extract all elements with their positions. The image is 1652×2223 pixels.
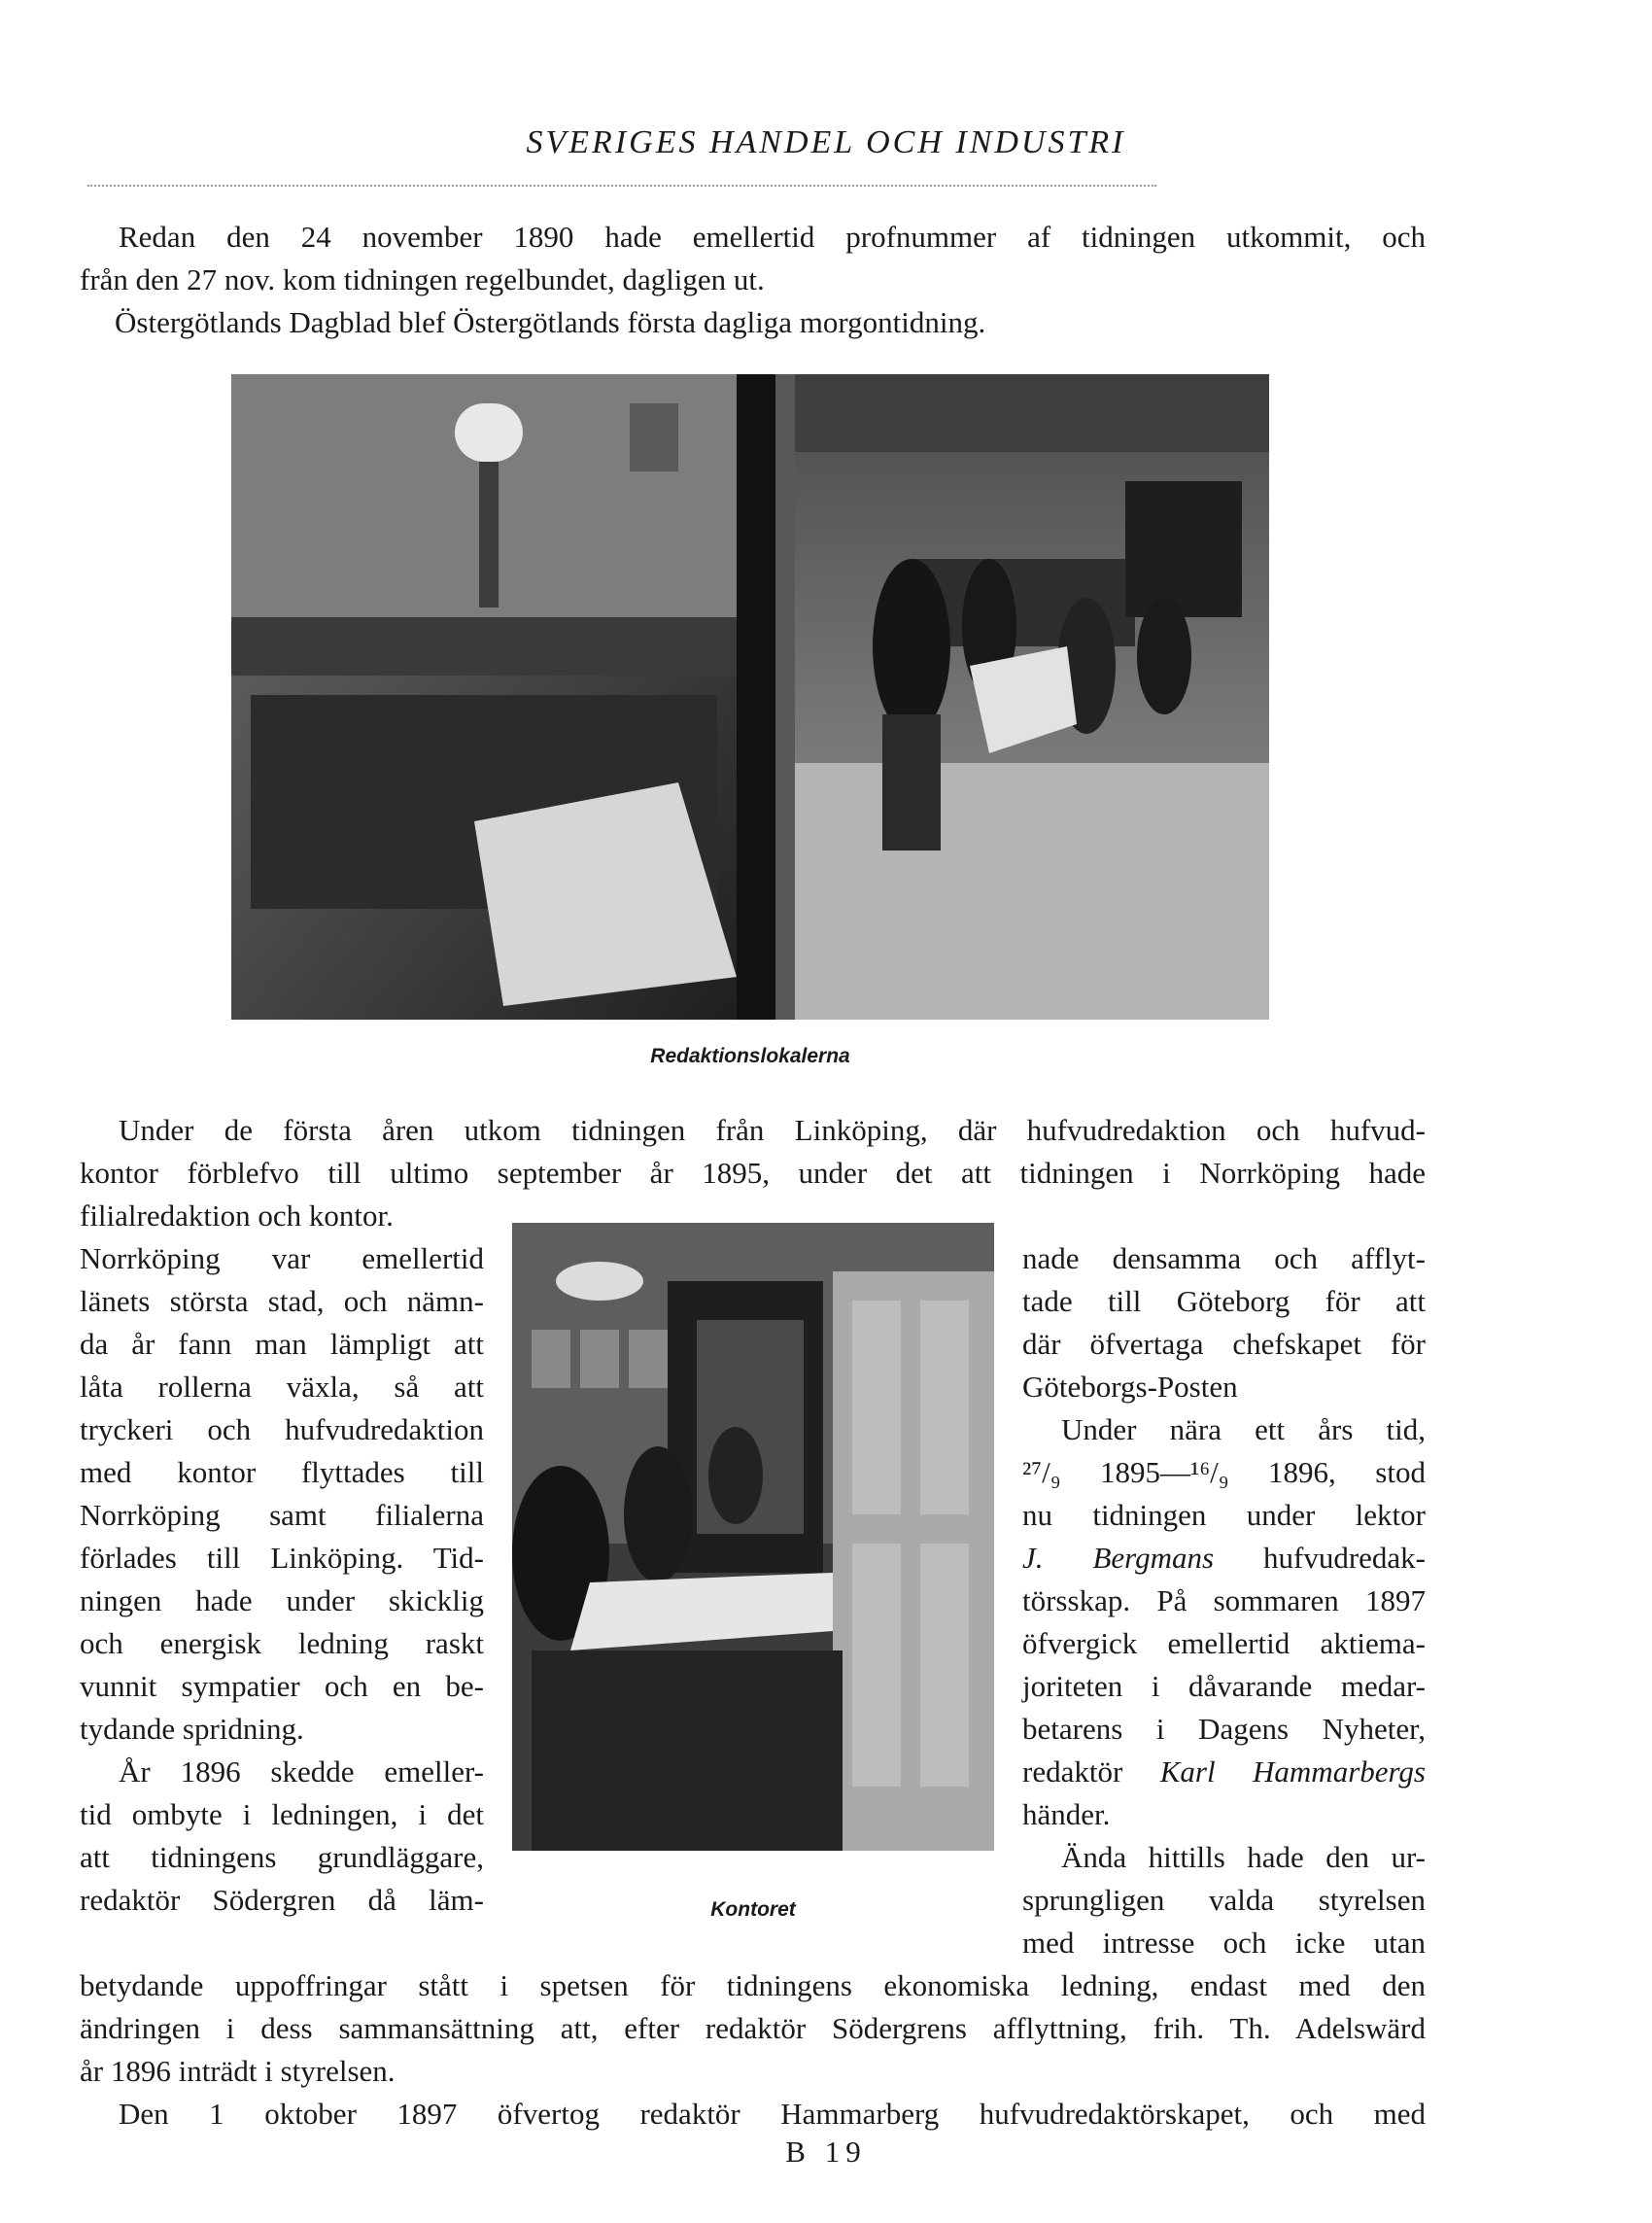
paragraph-line: filialredaktion och kontor.	[80, 1198, 394, 1233]
header-rule	[87, 185, 1156, 187]
paragraph-board	[80, 1964, 1426, 2136]
column-line: tryckeri och hufvudredaktion	[80, 1412, 484, 1446]
column-line: Norrköping samt filialerna	[80, 1498, 484, 1532]
column-line: låta rollerna växla, så att	[80, 1370, 484, 1404]
paragraph-line: kontor förblefvo till ultimo september år 1895, under det att tidningen i Norrköping hade	[80, 1156, 1426, 1190]
running-header: SVERIGES HANDEL OCH INDUSTRI	[526, 124, 1126, 160]
right-column	[1022, 1237, 1426, 1964]
column-line: sprungligen valda styrelsen	[1022, 1883, 1426, 1917]
column-line: da år fann man lämpligt att	[80, 1327, 484, 1361]
photo-editorial-offices-art	[231, 374, 1269, 1020]
intro-line: Östergötlands Dagblad blef Östergötlands första dagliga morgontidning.	[115, 305, 986, 339]
paragraph-line: år 1896 inträdt i styrelsen.	[80, 2054, 396, 2088]
column-line: tid ombyte i ledningen, i det	[80, 1797, 484, 1831]
column-line: att tidningens grundläggare,	[80, 1840, 484, 1874]
column-line: länets största stad, och nämn-	[80, 1284, 484, 1318]
column-line: förlades till Linköping. Tid-	[80, 1541, 484, 1575]
column-line: joriteten i dåvarande medar-	[1022, 1669, 1426, 1703]
column-line: vunnit sympatier och en be-	[80, 1669, 484, 1703]
column-line: händer.	[1022, 1797, 1111, 1831]
paragraph-line: Under de första åren utkom tidningen från Linköping, där hufvudredaktion och hufvud-	[119, 1113, 1426, 1147]
column-line: och energisk ledning raskt	[80, 1626, 484, 1660]
column-line: tydande spridning.	[80, 1712, 304, 1746]
column-line: där öfvertaga chefskapet för	[1022, 1327, 1426, 1361]
photo-office-art	[512, 1223, 994, 1851]
column-line: betarens i Dagens Nyheter,	[1022, 1712, 1426, 1746]
column-line: öfvergick emellertid aktiema-	[1022, 1626, 1426, 1660]
paragraph-line: ändringen i dess sammansättning att, efter redaktör Södergrens afflyttning, frih. Th. Adelswärd	[80, 2011, 1426, 2045]
column-line: med kontor flyttades till	[80, 1455, 484, 1489]
column-line: Göteborgs-Posten	[1022, 1370, 1238, 1404]
column-line-text: hufvudredak-	[1263, 1541, 1426, 1575]
photo-editorial-offices	[231, 374, 1269, 1020]
figure-caption-office: Kontoret	[710, 1898, 796, 1921]
column-line: med intresse och icke utan	[1022, 1926, 1426, 1960]
column-line: redaktör Södergren då läm-	[80, 1883, 484, 1917]
column-line: ningen hade under skicklig	[80, 1583, 484, 1617]
column-line: År 1896 skedde emeller-	[119, 1754, 484, 1789]
figure-caption-editorial-offices: Redaktionslokalerna	[650, 1045, 850, 1067]
paragraph-line: Den 1 oktober 1897 öfvertog redaktör Hammarberg hufvudredaktörskapet, och med	[119, 2097, 1426, 2131]
column-line-text: redaktör	[1022, 1754, 1123, 1789]
intro-line: från den 27 nov. kom tidningen regelbundet, dagligen ut.	[80, 262, 765, 296]
name-hammarberg: Karl Hammarbergs	[1159, 1754, 1426, 1789]
left-column	[80, 1237, 484, 1922]
column-line: Ända hittills hade den ur-	[1061, 1840, 1426, 1874]
page-number: B 19	[785, 2135, 867, 2169]
name-bergman: J. Bergmans	[1022, 1541, 1215, 1575]
column-line: Norrköping var emellertid	[80, 1241, 484, 1275]
column-line: törsskap. På sommaren 1897	[1022, 1583, 1426, 1617]
column-line	[1022, 1537, 1426, 1580]
column-line	[1022, 1751, 1426, 1793]
intro-paragraph	[80, 216, 1426, 344]
column-line: nu tidningen under lektor	[1022, 1498, 1426, 1532]
paragraph-line: betydande uppoffringar stått i spetsen för tidningens ekonomiska ledning, endast med den	[80, 1968, 1426, 2002]
column-line: ²⁷/₉ 1895—¹⁶/₉ 1896, stod	[1022, 1455, 1426, 1489]
photo-office	[512, 1223, 994, 1851]
intro-line: Redan den 24 november 1890 hade emellertid profnummer af tidningen utkommit, och	[119, 220, 1426, 254]
paragraph-linkoping	[80, 1109, 1426, 1237]
column-line: Under nära ett års tid,	[1061, 1412, 1426, 1446]
column-line: nade densamma och afflyt-	[1022, 1241, 1426, 1275]
column-line: tade till Göteborg för att	[1022, 1284, 1426, 1318]
